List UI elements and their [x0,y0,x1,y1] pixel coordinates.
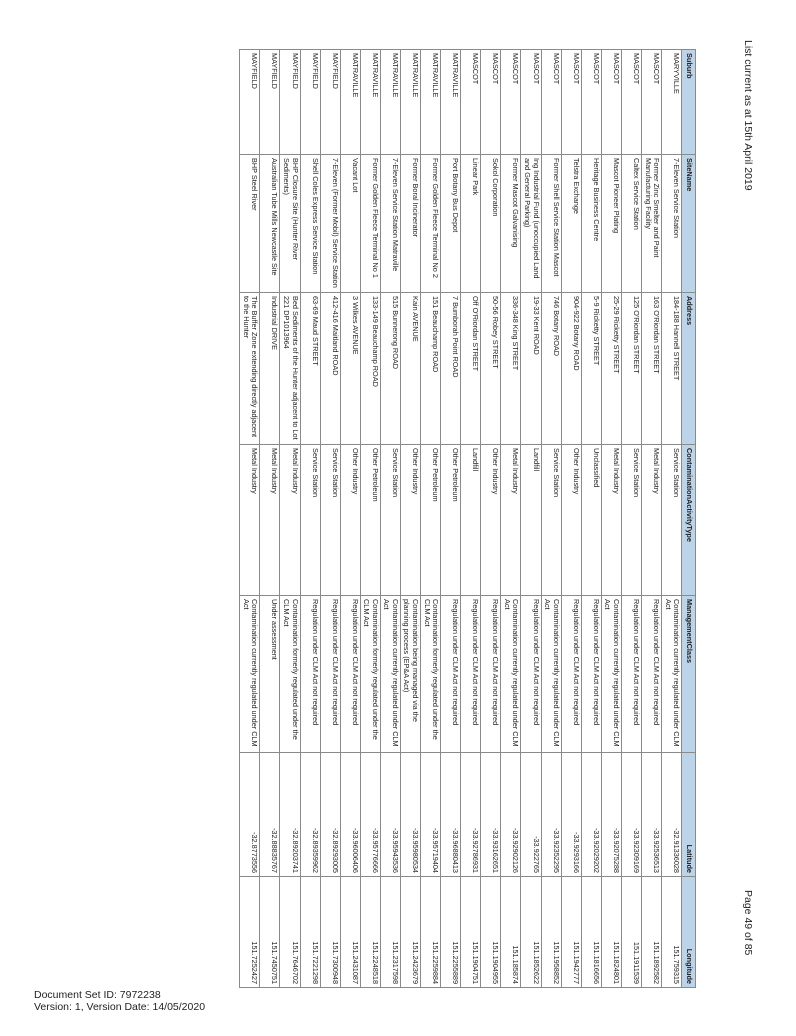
table-cell: -32.89359962 [300,753,320,877]
table-cell: Contamination currently regulated under CLM Act [501,596,521,753]
table-cell: Service Station [541,445,561,596]
table-cell: MATRAVILLE [380,50,400,155]
table-cell: 151 Beauchamp ROAD [421,293,441,445]
table-cell: Regulation under CLM Act not required [521,596,541,753]
list-current-note: List current as at 15th April 2019 [742,40,754,191]
header-longitude: Longitude [682,877,696,988]
table-cell: Other Industry [561,445,581,596]
table-cell: -33.92536513 [642,753,662,877]
table-cell: Regulation under CLM Act not required [642,596,662,753]
table-cell: Landfill [461,445,481,596]
table-cell: -32.8773556 [240,753,260,877]
table-cell: MASCOT [461,50,481,155]
table-cell: MASCOT [501,50,521,155]
table-cell: Contamination being managed via the planning process (EP&A Act) [400,596,420,753]
table-cell: -33.922765 [521,753,541,877]
table-cell: Other Petroleum [360,445,380,596]
table-row [320,50,340,988]
table-cell: -33.92075288 [601,753,621,877]
table-cell: MATRAVILLE [360,50,380,155]
table-cell: 151.1892582 [642,877,662,988]
table-cell: 151.2423679 [400,877,420,988]
table-cell: Off O'Riordan STREET [461,293,481,445]
table-cell: 515 Bunnerong ROAD [380,293,400,445]
table-row [360,50,380,988]
table-cell: 63-69 Maud STREET [300,293,320,445]
table-cell: Heritage Business Centre [581,155,601,293]
table-cell: Former Zinc Smelter and Paint Manufacturing Facility [642,155,662,293]
table-cell: 336-348 King STREET [501,293,521,445]
table-cell: 746 Botany ROAD [541,293,561,445]
table-cell: Contamination formerly regulated under the CLM Act [360,596,380,753]
table-cell: Metal Industry [280,445,300,596]
table-cell: 151.759315 [662,877,682,988]
document-version: Version: 1, Version Date: 14/05/2020 [34,1001,206,1013]
contaminated-sites-table [239,49,696,988]
table-cell: Caltex Service Station [622,155,642,293]
table-row [240,50,260,988]
table-cell: 151.1904751 [461,877,481,988]
table-cell: MAYFIELD [240,50,260,155]
table-cell: 151.7300948 [320,877,340,988]
table-cell: -33.95776666 [360,753,380,877]
table-row [300,50,320,988]
table-cell: Metal Industry [240,445,260,596]
table-cell: MASCOT [642,50,662,155]
table-cell: Landfill [521,445,541,596]
table-cell: Bed Sediments of the Hunter adjacent to Lot 221 DP1013964 [280,293,300,445]
table-row [521,50,541,988]
table-cell: 151.1852622 [521,877,541,988]
table-cell: Regulation under CLM Act not required [461,596,481,753]
table-cell: Former Golden Fleece Terminal No 2 [421,155,441,293]
table-cell: 7 Bumborah Point ROAD [441,293,461,445]
table-cell: MASCOT [581,50,601,155]
table-cell: -32.91336028 [662,753,682,877]
table-cell: Service Station [320,445,340,596]
table-row [541,50,561,988]
table-cell: Service Station [380,445,400,596]
table-cell: MASCOT [541,50,561,155]
table-cell: -33.93162651 [481,753,501,877]
table-cell: -33.9293166 [561,753,581,877]
table-cell: Service Station [622,445,642,596]
table-cell: Former Golden Fleece Terminal No 1 [360,155,380,293]
table-cell: 904-922 Botany ROAD [561,293,581,445]
table-cell: 412-416 Maitland ROAD [320,293,340,445]
table-cell: MASCOT [601,50,621,155]
table-cell: Unclassified [581,445,601,596]
table-cell: MASCOT [481,50,501,155]
table-cell: -33.92029202 [581,753,601,877]
table-cell: Industrial DRIVE [260,293,280,445]
table-cell: Ing Industrial Fund (unoccupied Land and General Parking) [521,155,541,293]
table-cell: MAYFIELD [300,50,320,155]
table-cell: Contamination currently regulated under CLM Act [541,596,561,753]
table-cell: Contamination currently regulated under CLM Act [601,596,621,753]
table-cell: Linear Park [461,155,481,293]
table-cell: 151.7646702 [280,877,300,988]
table-cell: 125 O'Riordan STREET [622,293,642,445]
table-cell: 151.1904955 [481,877,501,988]
table-cell: MAYFIELD [280,50,300,155]
table-cell: Regulation under CLM Act not required [320,596,340,753]
document-meta [34,989,205,1013]
table-cell: Regulation under CLM Act not required [441,596,461,753]
table-row [461,50,481,988]
table-cell: -33.95943536 [380,753,400,877]
table-row [601,50,621,988]
table-cell: -33.96006406 [340,753,360,877]
table-cell: 19-33 Kent ROAD [521,293,541,445]
table-cell: 25-29 Ricketty STREET [601,293,621,445]
table-cell: Contamination currently regulated under CLM Act [662,596,682,753]
table-cell: 151.185874 [501,877,521,988]
table-cell: -33.95980534 [400,753,420,877]
table-cell: Service Station [662,445,682,596]
table-cell: 151.7221298 [300,877,320,988]
table-cell: 151.2259884 [421,877,441,988]
table-cell: Telstra Exchange [561,155,581,293]
table-row [481,50,501,988]
table-row [340,50,360,988]
table-cell: 7-Eleven Service Station Matraville [380,155,400,293]
table-cell: Other Industry [481,445,501,596]
table-cell: Shell Coles Express Service Station [300,155,320,293]
table-cell: MAYFIELD [320,50,340,155]
table-cell: Vacant Lot [340,155,360,293]
table-row [260,50,280,988]
header-activity-type: ContaminationActivityType [682,445,696,596]
table-row [642,50,662,988]
table-cell: 151.1824801 [601,877,621,988]
table-cell: -33.92309169 [622,753,642,877]
table-cell: BHP Steel River [240,155,260,293]
table-cell: Mascot Pioneer Plating [601,155,621,293]
table-cell: 50-56 Robey STREET [481,293,501,445]
table-cell: MARYVILLE [662,50,682,155]
table-cell: Former Shell Service Station Mascot [541,155,561,293]
table-cell: Contamination currently regulated under CLM Act [380,596,400,753]
table-cell: Metal Industry [260,445,280,596]
table-cell: 151.2317598 [380,877,400,988]
table-cell: Kain AVENUE [400,293,420,445]
table-cell: 7-Eleven Service Station [662,155,682,293]
table-cell: MATRAVILLE [421,50,441,155]
table-cell: 151.7252427 [240,877,260,988]
table-cell: Other Industry [400,445,420,596]
table-cell: -33.92352295 [541,753,561,877]
table-cell: 184-188 Hannell STREET [662,293,682,445]
table-cell: Sokol Corporation [481,155,501,293]
table-header-row [682,50,696,988]
table-row [501,50,521,988]
table-row [280,50,300,988]
table-cell: 3 Wilkes AVENUE [340,293,360,445]
table-cell: -32.88835767 [260,753,280,877]
table-cell: Australian Tube Mills Newcastle Site [260,155,280,293]
table-cell: 151.1942777 [561,877,581,988]
table-cell: 133-149 Beauchamp ROAD [360,293,380,445]
table-row [421,50,441,988]
table-cell: 5-9 Ricketty STREET [581,293,601,445]
table-cell: Metal Industry [501,445,521,596]
table-row [400,50,420,988]
document-set-id: Document Set ID: 7972238 [34,989,161,1001]
table-cell: Regulation under CLM Act not required [581,596,601,753]
table-cell: MASCOT [521,50,541,155]
table-cell: Regulation under CLM Act not required [300,596,320,753]
table-cell: Other Petroleum [441,445,461,596]
table-cell: 151.2248518 [360,877,380,988]
table-cell: -33.95719404 [421,753,441,877]
table-cell: Regulation under CLM Act not required [481,596,501,753]
table-cell: 151.2255889 [441,877,461,988]
table-cell: Port Botany Bus Depot [441,155,461,293]
table-cell: Contamination formerly regulated under the CLM Act [421,596,441,753]
table-row [380,50,400,988]
table-row [561,50,581,988]
table-cell: -33.92902126 [501,753,521,877]
table-cell: 151.7450751 [260,877,280,988]
table-cell: 7-Eleven (Former Mobil) Service Station [320,155,340,293]
table-cell: Service Station [300,445,320,596]
table-cell: Contamination currently regulated under CLM Act [240,596,260,753]
table-cell: Under assessment [260,596,280,753]
table-cell: BHP Closure Site (Hunter River Sediments) [280,155,300,293]
table-cell: -32.89203741 [280,753,300,877]
table-cell: Regulation under CLM Act not required [340,596,360,753]
header-suburb: Suburb [682,50,696,155]
table-cell: MASCOT [561,50,581,155]
table-row [662,50,682,988]
header-sitename: SiteName [682,155,696,293]
table-cell: Other Petroleum [421,445,441,596]
header-latitude: Latitude [682,753,696,877]
table-cell: 151.1816656 [581,877,601,988]
page-number: Page 49 of 85 [742,890,754,956]
header-management-class: ManagementClass [682,596,696,753]
table-cell: MATRAVILLE [441,50,461,155]
table-cell: The Buffer Zone extending directly adjacent to the Hunter [240,293,260,445]
table-row [581,50,601,988]
table-cell: MAYFIELD [260,50,280,155]
table-cell: 163 O'Riordan STREET [642,293,662,445]
table-cell: -33.92786931 [461,753,481,877]
table-cell: 151.2431087 [340,877,360,988]
table-cell: Regulation under CLM Act not required [622,596,642,753]
table-cell: -33.96880413 [441,753,461,877]
table-cell: MATRAVILLE [340,50,360,155]
table-cell: Other Industry [340,445,360,596]
table-cell: MATRAVILLE [400,50,420,155]
table-cell: 151.1958852 [541,877,561,988]
table-row [441,50,461,988]
table-cell: Metal Industry [642,445,662,596]
table-cell: Metal Industry [601,445,621,596]
table-cell: 151.1911539 [622,877,642,988]
table-cell: Regulation under CLM Act not required [561,596,581,753]
table-row [622,50,642,988]
table-cell: Contamination formerly regulated under the CLM Act [280,596,300,753]
table-cell: MASCOT [622,50,642,155]
table-cell: -32.89293005 [320,753,340,877]
header-address: Address [682,293,696,445]
table-cell: Former Mascot Galvanising [501,155,521,293]
table-cell: Former Boral Incinerator [400,155,420,293]
